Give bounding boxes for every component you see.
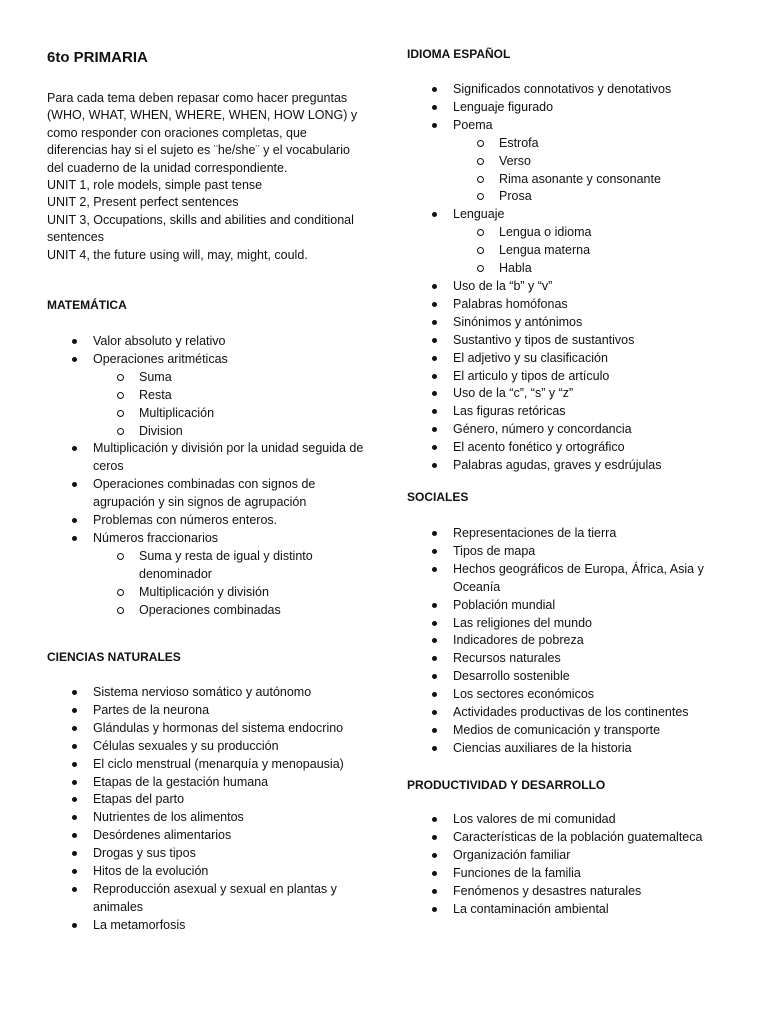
sub-list-item: Habla bbox=[453, 260, 671, 278]
sub-list-item: Lengua materna bbox=[453, 242, 671, 260]
list-item bbox=[47, 827, 372, 845]
list-item bbox=[47, 738, 372, 756]
section-heading-productividad: PRODUCTIVIDAD Y DESARROLLO bbox=[407, 778, 606, 792]
sub-list bbox=[453, 135, 671, 207]
list-item bbox=[47, 756, 372, 774]
list-item bbox=[47, 684, 372, 702]
list-item-text: Medios de comunicación y transporte bbox=[453, 722, 661, 737]
list-item-text: Drogas y sus tipos bbox=[93, 846, 196, 861]
list-item-text: Actividades productivas de los continentes bbox=[453, 705, 689, 720]
list-item bbox=[407, 296, 671, 314]
list-item-text: Lenguaje bbox=[453, 207, 505, 222]
sub-list-item: Rima asonante y consonante bbox=[453, 171, 671, 189]
list-item-text: El adjetivo y su clasificación bbox=[453, 350, 608, 365]
list-item-text: Significados connotativos y denotativos bbox=[453, 82, 672, 96]
list-item bbox=[407, 403, 671, 421]
list-item-text: Uso de la “c”, “s” y “z” bbox=[453, 386, 574, 401]
intro-block bbox=[47, 90, 367, 264]
list-item-text: Lenguaje figurado bbox=[453, 99, 554, 114]
list-item-text: La contaminación ambiental bbox=[453, 901, 609, 916]
list-item bbox=[407, 740, 732, 758]
list-item bbox=[47, 845, 372, 863]
list-item-text: Etapas de la gestación humana bbox=[93, 774, 269, 789]
list-item bbox=[407, 847, 702, 865]
list-item-text: Desarrollo sostenible bbox=[453, 669, 570, 684]
list-item-text: Problemas con números enteros. bbox=[93, 513, 278, 528]
list-item-text: Sistema nervioso somático y autónomo bbox=[93, 685, 312, 699]
list-item bbox=[407, 597, 732, 615]
intro-paragraph: Para cada tema deben repasar como hacer preguntas (WHO, WHAT, WHEN, WHERE, WHEN, HOW LONG) y como responder con oraciones completas, que diferencias hay si el sujeto es ¨he/she¨ y el vocabulario del cuaderno de la unidad correspondiente. bbox=[47, 91, 358, 175]
list-item bbox=[407, 650, 732, 668]
list-item bbox=[407, 457, 671, 475]
list-item bbox=[407, 829, 702, 847]
list-item bbox=[47, 351, 372, 441]
list-item bbox=[47, 791, 372, 809]
sub-list-item: Suma y resta de igual y distinto denominador bbox=[93, 548, 372, 584]
intro-unit-3: UNIT 3, Occupations, skills and abilities and conditional sentences bbox=[47, 212, 354, 245]
list-item-text: El articulo y tipos de artículo bbox=[453, 368, 610, 383]
list-item bbox=[407, 704, 732, 722]
list-item-text: Género, número y concordancia bbox=[453, 422, 632, 437]
list-item bbox=[407, 385, 671, 403]
section-list-matematica bbox=[47, 333, 372, 620]
list-item-text: Tipos de mapa bbox=[453, 543, 536, 558]
list-item bbox=[47, 702, 372, 720]
list-item bbox=[407, 615, 732, 633]
sub-list bbox=[93, 369, 372, 441]
list-item-text: La metamorfosis bbox=[93, 917, 186, 932]
list-item-text: Recursos naturales bbox=[453, 651, 561, 666]
list-item-text: Funciones de la familia bbox=[453, 865, 581, 880]
list-item bbox=[47, 774, 372, 792]
sub-list-item: Multiplicación bbox=[93, 405, 372, 423]
list-item-text: Palabras agudas, graves y esdrújulas bbox=[453, 458, 662, 473]
list-item bbox=[47, 333, 372, 351]
list-item-text: Los valores de mi comunidad bbox=[453, 812, 616, 826]
list-item-text: Desórdenes alimentarios bbox=[93, 828, 232, 843]
list-item bbox=[407, 332, 671, 350]
sub-list-item: Resta bbox=[93, 387, 372, 405]
intro-unit-2: UNIT 2, Present perfect sentences bbox=[47, 195, 239, 210]
list-item-text: Sustantivo y tipos de sustantivos bbox=[453, 332, 635, 347]
list-item-text: Poema bbox=[453, 117, 493, 132]
list-item-text: Glándulas y hormonas del sistema endocrino bbox=[93, 720, 344, 735]
list-item bbox=[407, 901, 702, 919]
list-item-text: El ciclo menstrual (menarquía y menopausia) bbox=[93, 756, 344, 771]
list-item bbox=[407, 81, 671, 99]
list-item bbox=[407, 314, 671, 332]
list-item bbox=[407, 350, 671, 368]
list-item-text: Palabras homófonas bbox=[453, 296, 568, 311]
list-item bbox=[407, 865, 702, 883]
list-item-text: Las religiones del mundo bbox=[453, 615, 592, 630]
sub-list-item: Verso bbox=[453, 153, 671, 171]
list-item bbox=[407, 668, 732, 686]
list-item-text: Los sectores económicos bbox=[453, 687, 595, 702]
sub-list bbox=[93, 548, 372, 620]
sub-list-item: Operaciones combinadas bbox=[93, 602, 372, 620]
list-item-text: Indicadores de pobreza bbox=[453, 633, 584, 648]
sub-list bbox=[453, 224, 671, 278]
list-item bbox=[47, 476, 372, 512]
section-heading-idioma-espanol: IDIOMA ESPAÑOL bbox=[407, 47, 511, 61]
list-item bbox=[407, 99, 671, 117]
sub-list-item: Prosa bbox=[453, 188, 671, 206]
list-item-text: Ciencias auxiliares de la historia bbox=[453, 740, 632, 755]
list-item bbox=[47, 863, 372, 881]
list-item-text: Hechos geográficos de Europa, África, Asia y Oceanía bbox=[453, 561, 704, 594]
list-item-text: Células sexuales y su producción bbox=[93, 738, 279, 753]
sub-list-item: Division bbox=[93, 423, 372, 441]
list-item bbox=[407, 883, 702, 901]
list-item bbox=[407, 811, 702, 829]
list-item-text: Operaciones combinadas con signos de agrupación y sin signos de agrupación bbox=[93, 477, 316, 510]
list-item bbox=[47, 440, 372, 476]
section-heading-matematica: MATEMÁTICA bbox=[47, 298, 127, 312]
list-item bbox=[407, 117, 671, 207]
intro-unit-1: UNIT 1, role models, simple past tense bbox=[47, 178, 263, 193]
list-item bbox=[47, 512, 372, 530]
list-item-text: Uso de la “b” y “v” bbox=[453, 278, 553, 293]
sub-list-item: Suma bbox=[93, 369, 372, 387]
sub-list-item: Estrofa bbox=[453, 135, 671, 153]
section-list-ciencias-naturales bbox=[47, 684, 372, 935]
list-item bbox=[47, 720, 372, 738]
list-item-text: Hitos de la evolución bbox=[93, 864, 209, 879]
list-item-text: Nutrientes de los alimentos bbox=[93, 810, 244, 825]
list-item-text: Fenómenos y desastres naturales bbox=[453, 883, 642, 898]
list-item-text: Valor absoluto y relativo bbox=[93, 334, 226, 348]
sub-list-item: Lengua o idioma bbox=[453, 224, 671, 242]
list-item-text: Características de la población guatemalteca bbox=[453, 829, 703, 844]
list-item bbox=[47, 881, 372, 917]
sub-list-item: Multiplicación y división bbox=[93, 584, 372, 602]
list-item bbox=[407, 722, 732, 740]
list-item-text: El acento fonético y ortográfico bbox=[453, 440, 625, 455]
list-item bbox=[407, 206, 671, 278]
section-list-idioma-espanol bbox=[407, 81, 671, 475]
list-item-text: Multiplicación y división por la unidad seguida de ceros bbox=[93, 441, 364, 474]
list-item-text: Números fraccionarios bbox=[93, 530, 219, 545]
list-item-text: Reproducción asexual y sexual en plantas y animales bbox=[93, 881, 337, 914]
list-item-text: Operaciones aritméticas bbox=[93, 351, 228, 366]
list-item bbox=[407, 421, 671, 439]
list-item bbox=[407, 632, 732, 650]
list-item-text: Las figuras retóricas bbox=[453, 404, 566, 419]
section-list-sociales bbox=[407, 525, 732, 758]
list-item bbox=[407, 439, 671, 457]
list-item-text: Partes de la neurona bbox=[93, 702, 210, 717]
list-item bbox=[47, 809, 372, 827]
list-item bbox=[47, 530, 372, 620]
section-heading-ciencias-naturales: CIENCIAS NATURALES bbox=[47, 650, 181, 664]
list-item bbox=[407, 278, 671, 296]
page-title: 6to PRIMARIA bbox=[47, 49, 148, 66]
list-item-text: Representaciones de la tierra bbox=[453, 526, 617, 540]
list-item-text: Población mundial bbox=[453, 597, 556, 612]
list-item-text: Organización familiar bbox=[453, 847, 571, 862]
list-item bbox=[407, 543, 732, 561]
list-item bbox=[47, 917, 372, 935]
list-item-text: Etapas del parto bbox=[93, 792, 185, 807]
list-item bbox=[407, 686, 732, 704]
section-heading-sociales: SOCIALES bbox=[407, 490, 469, 504]
list-item bbox=[407, 525, 732, 543]
list-item bbox=[407, 368, 671, 386]
list-item-text: Sinónimos y antónimos bbox=[453, 314, 583, 329]
intro-unit-4: UNIT 4, the future using will, may, might, could. bbox=[47, 247, 308, 262]
section-list-productividad bbox=[407, 811, 702, 918]
list-item bbox=[407, 561, 732, 597]
